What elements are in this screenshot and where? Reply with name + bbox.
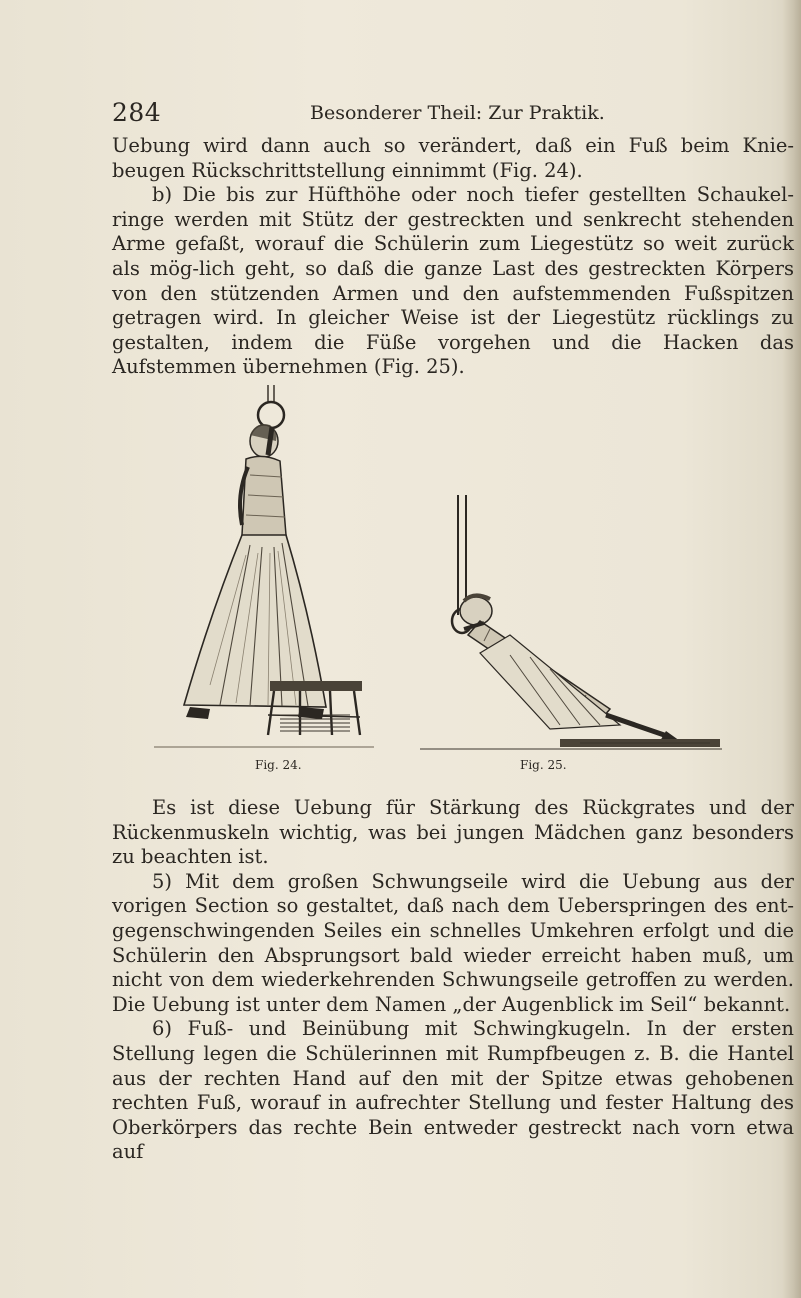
figure-area	[150, 385, 750, 780]
running-head: Besonderer Theil: Zur Praktik.	[310, 102, 605, 124]
paragraph: 6) Fuß- und Beinübung mit Schwingkugeln. In der ersten Stellung legen die Schülerinnen mit Rumpfbeugen z. B. die Hantel aus der rechten Hand auf den mit der Spitze etwas gehobenen rechten Fuß, worauf in aufrechter Stellung und fester Haltung des Oberkörpers das rechte Bein entweder gestreckt nach vorn etwa auf	[112, 1017, 794, 1164]
text-block-top	[112, 134, 794, 380]
text-block-bottom	[112, 796, 794, 1165]
paragraph: Uebung wird dann auch so verändert, daß ein Fuß beim Knie-beugen Rückschrittstellung einnimmt (Fig. 24).	[112, 134, 794, 182]
paragraph: 5) Mit dem großen Schwungseile wird die Uebung aus der vorigen Section so gestaltet, daß nach dem Ueberspringen des ent-gegenschwingenden Seiles ein schnelles Umkehren erfolgt und die Schülerin den Absprungsort bald wieder erreicht haben muß, um nicht von dem wiederkehrenden Schwungseile getroffen zu werden. Die Uebung ist unter dem Namen „der Augenblick im Seil“ bekannt.	[112, 869, 794, 1016]
paragraph: Es ist diese Uebung für Stärkung des Rückgrates und der Rückenmuskeln wichtig, was bei jungen Mädchen ganz besonders zu beachten ist.	[112, 796, 794, 869]
figure-24-illustration	[150, 385, 380, 772]
page-number: 284	[112, 98, 162, 127]
figure-24-caption: Fig. 24.	[255, 758, 302, 772]
figure-25-illustration	[410, 385, 730, 772]
figure-25-caption: Fig. 25.	[520, 758, 567, 772]
page-header	[112, 98, 772, 128]
paragraph: b) Die bis zur Hüfthöhe oder noch tiefer gestellten Schaukel-ringe werden mit Stütz der gestreckten und senkrecht stehenden Arme gefaßt, worauf die Schülerin zum Liegestütz so weit zurück als mög-lich geht, so daß die ganze Last des gestreckten Körpers von den stützenden Armen und den aufstemmenden Fußspitzen getragen wird. In gleicher Weise ist der Liegestütz rücklings zu gestalten, indem die Füße vorgehen und die Hacken das Aufstemmen übernehmen (Fig. 25).	[112, 183, 794, 379]
